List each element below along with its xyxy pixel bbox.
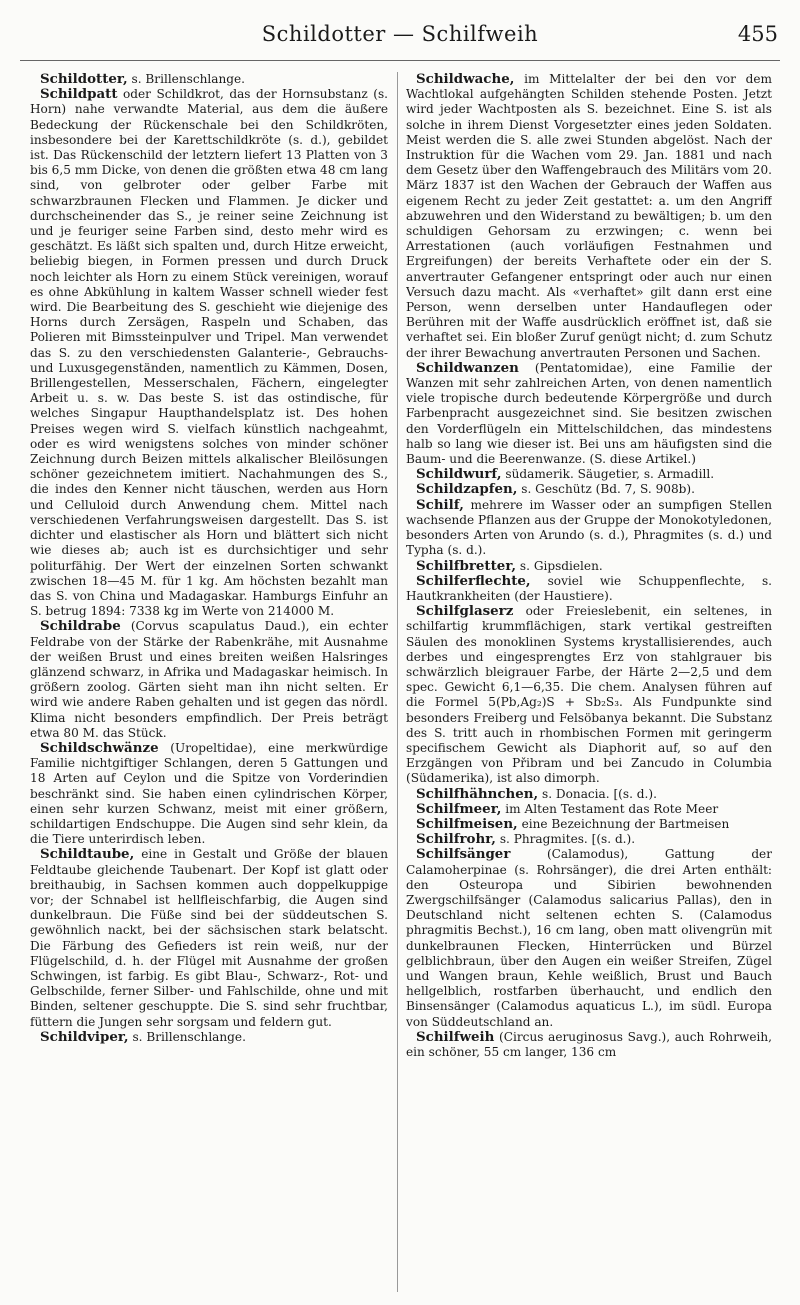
entry-text: eine in Gestalt und Größe der blauen Feldtaube gleichende Taubenart. Der Kopf ist glatt oder breithaubig, in Sachsen kommen auch doppelkuppige vor; der Schnabel ist hellfleischfarbig, die Augen sind dunkelbraun. Die Füße sind bei der süddeutschen S. gewöhnlich nackt, bei der sächsischen stark belatscht. Die Färbung des Gefieders ist rein weiß, nur der Flügelschild, d. h. der Flügel mit Ausnahme der großen Schwingen, ist farbig. Es gibt Blau-, Schwarz-, Rot- und Gelbschilde, ferner Silber- und Fahlschilde, ohne und mit Binden, seltener geschuppte. Die S. sind sehr fruchtbar, füttern die Jungen sehr sorgsam und feldern gut. [30, 847, 388, 1029]
dictionary-entry [30, 1030, 388, 1045]
entry-text: s. Phragmites. [(s. d.). [495, 832, 636, 847]
dictionary-entry [30, 847, 388, 1029]
entry-text: (Circus aeruginosus Savg.), auch Rohrweih, ein schöner, 55 cm langer, 136 cm [406, 1029, 772, 1059]
entry-text: südamerik. Säugetier, s. Armadill. [501, 467, 715, 482]
entry-text: s. Gipsdielen. [516, 558, 603, 573]
entry-text: s. Brillenschlange. [128, 1029, 246, 1044]
entry-text: (Corvus scapulatus Daud.), ein echter Feldrabe von der Stärke der Rabenkrähe, mit Ausnahme der weißen Brust und eines breiten weißen Halsringes glänzend schwarz, in Afrika und Madagaskar heimisch. In größern zoolog. Gärten sieht man ihn nicht selten. Er wird wie andere Raben gehalten und ist gegen das nördl. Klima nicht besonders empfindlich. Der Preis beträgt etwa 80 M. das Stück. [30, 619, 388, 740]
dictionary-entry [406, 498, 772, 559]
entry-headword: Schilfsänger [416, 846, 511, 863]
dictionary-entry [406, 482, 772, 497]
entry-headword: Schilfrohr, [416, 831, 496, 848]
dictionary-entry [406, 832, 772, 847]
page-header [0, 22, 800, 52]
dictionary-entry [406, 787, 772, 802]
entry-headword: Schilfmeer, [416, 800, 502, 817]
entry-text: mehrere im Wasser oder an sumpfigen Stellen wachsende Pflanzen aus der Gruppe der Monokotyledonen, besonders Arten von Arundo (s. d.), Phragmites (s. d.) und Typha (s. d.). [406, 497, 772, 558]
entry-headword: Schildwanzen [416, 359, 519, 376]
entry-text: eine Bezeichnung der Bartmeisen [517, 816, 730, 831]
dictionary-entry [406, 817, 772, 832]
entry-headword: Schildwache, [416, 72, 515, 87]
dictionary-entry [406, 574, 772, 604]
entry-headword: Schilfglaserz [416, 603, 514, 620]
entry-text: (Calamodus), Gattung der Calamoherpinae (s. Rohrsänger), die drei Arten enthält: den Osteuropa und Sibirien bewohnenden Zwergschilfsänger (Calamodus salicarius Pallas), den in Deutschland nicht seltenen echten S. (Calamodus phragmitis Bechst.), 16 cm lang, oben matt olivengrün mit dunkelbraunen Flecken, Hinterrücken und Bürzel gelblichbraun, über den Augen ein weißer Streifen, Zügel und Wangen braun, Kehle weißlich, Brust und Bauch hellgelblich, rostfarben überhaucht, und endlich den Binsensänger (Calamodus aquaticus L.), im südl. Europa von Süddeutschland an. [406, 847, 772, 1029]
page-number: 455 [737, 22, 778, 46]
dictionary-entry [406, 802, 772, 817]
dictionary-entry [406, 847, 772, 1029]
dictionary-entry [30, 72, 388, 87]
entry-text: s. Geschütz (Bd. 7, S. 908b). [517, 482, 695, 497]
entry-headword: Schildviper, [40, 1028, 129, 1045]
header-rule [20, 60, 780, 61]
dictionary-entry [406, 467, 772, 482]
entry-headword: Schilf, [416, 496, 464, 513]
running-head: Schildotter — Schilfweih [261, 22, 539, 46]
dictionary-entry [406, 604, 772, 786]
entry-headword: Schildrabe [40, 618, 121, 635]
dictionary-entry [406, 1030, 772, 1060]
entry-headword: Schildpatt [40, 86, 118, 103]
entry-headword: Schildtaube, [40, 846, 135, 863]
entry-headword: Schildotter, [40, 72, 128, 87]
column-divider [397, 72, 398, 1292]
left-column [30, 72, 388, 1297]
entry-text: im Alten Testament das Rote Meer [501, 801, 719, 816]
entry-text: soviel wie Schuppenflechte, s. Hautkrankheiten (der Haustiere). [406, 573, 772, 603]
entry-headword: Schilfbretter, [416, 557, 517, 574]
entry-headword: Schildwurf, [416, 466, 502, 483]
dictionary-entry [30, 619, 388, 741]
entry-headword: Schilfmeisen, [416, 815, 518, 832]
entry-text: oder Freieslebenit, ein seltenes, in schilfartig krummflächigen, stark vertikal gestreiften Säulen des monoklinen Systems krystallisierendes, auch derbes und eingesprengtes Erz von stahlgrauer bis schwärzlich bleigrauer Farbe, der Härte 2—2,5 und dem spec. Gewicht 6,1—6,35. Die chem. Analysen führen auf die Formel 5(Pb,Ag₂)S + Sb₂S₃. Als Fundpunkte sind besonders Freiberg und Felsöbanya bekannt. Die Substanz des S. tritt auch in rhombischen Formen mit geringerm specifischem Gewicht als Diaphorit auf, so auf den Erzgängen von Přibram und bei Zancudo in Columbia (Südamerika), ist also dimorph. [406, 604, 772, 786]
entry-headword: Schilferflechte, [416, 572, 531, 589]
dictionary-entry [406, 559, 772, 574]
entry-text: (Pentatomidae), eine Familie der Wanzen mit sehr zahlreichen Arten, von denen namentlich viele tropische durch bedeutende Körpergröße und durch Farbenpracht ausgezeichnet sind. Sie besitzen zwischen den Vorderflügeln ein Mittelschildchen, das mindestens halb so lang wie dieser ist. Bei uns am häufigsten sind die Baum- und die Beerenwanze. (S. diese Artikel.) [406, 360, 772, 467]
dictionary-entry [30, 87, 388, 619]
dictionary-entry [406, 72, 772, 361]
dictionary-entry [406, 361, 772, 467]
entry-text: im Mittelalter der bei den vor dem Wachtlokal aufgehängten Schilden stehende Posten. Jetzt wird jeder Wachtposten als S. bezeichnet. Eine S. ist als solche in ihrem Dienst Vorgesetzter eines jeden Soldaten. Meist werden die S. alle zwei Stunden abgelöst. Nach der Instruktion für die Wachen vom 29. Jan. 1881 und nach dem Gesetz über den Waffengebrauch des Militärs vom 20. März 1837 ist den Wachen der Gebrauch der Waffen aus eigenem Recht zu jeder Zeit gestattet: a. um den Angriff abzuwehren und den Widerstand zu bewältigen; b. um den schuldigen Gehorsam zu erzwingen; c. wenn bei Arrestationen (auch vorläufigen Festnahmen und Ergreifungen) der bereits Verhaftete oder ein der S. anvertrauter Gefangener entspringt oder auch nur einen Versuch dazu macht. Als «verhaftet» gilt dann erst eine Person, wenn derselben unter Handauflegen oder Berühren mit der Waffe ausdrücklich eröffnet ist, daß sie verhaftet sei. Ein bloßer Zuruf genügt nicht; d. zum Schutz der ihrer Bewachung anvertrauten Personen und Sachen. [406, 72, 772, 360]
entry-text: s. Donacia. [(s. d.). [538, 786, 657, 801]
entry-headword: Schilfhähnchen, [416, 785, 539, 802]
right-column [406, 72, 772, 1297]
entry-text: oder Schildkrot, das der Hornsubstanz (s. Horn) nahe verwandte Material, aus dem die äußere Bedeckung der Rückenschale bei den Schildkröten, insbesondere bei der Karettschildkröte (s. d.), gebildet ist. Das Rückenschild der letztern liefert 13 Platten von 3 bis 6,5 mm Dicke, von denen die größten etwa 48 cm lang sind, von gelbroter oder gelber Farbe mit schwarzbraunen Flecken und Flammen. Je dicker und durchscheinender das S., je reiner seine Zeichnung ist und je feuriger seine Farben sind, desto mehr wird es geschätzt. Es läßt sich spalten und, durch Hitze erweicht, beliebig biegen, in Formen pressen und durch Druck noch leichter als Horn zu einem Stück vereinigen, worauf es ohne Abkühlung in kaltem Wasser schnell wieder fest wird. Die Bearbeitung des S. geschieht wie diejenige des Horns durch Zersägen, Raspeln und Schaben, das Polieren mit Bimssteinpulver und Tripel. Man verwendet das S. zu den verschiedensten Galanterie-, Gebrauchs- und Luxusgegenständen, namentlich zu Kämmen, Dosen, Brillengestellen, Messerschalen, Fächern, eingelegter Arbeit u. s. w. Das beste S. ist das ostindische, für welches Singapur Haupthandelsplatz ist. Des hohen Preises wegen wird S. vielfach künstlich nachgeahmt, oder es wird wenigstens solches von minder schöner Zeichnung durch Beizen mittels alkalischer Bleilösungen schöner gezeichnetem imitiert. Nachahmungen des S., die indes den Kenner nicht täuschen, werden aus Horn und Celluloid durch Anwendung chem. Mittel nach verschiedenen Verfahrungsweisen dargestellt. Das S. ist dichter und elastischer als Horn und blättert sich nicht wie dieses ab; auch ist es durchsichtiger und sehr politurfähig. Der Wert der einzelnen Sorten schwankt zwischen 18—45 M. für 1 kg. Am höchsten bezahlt man das S. von China und Madagaskar. Hamburgs Einfuhr an S. betrug 1894: 7338 kg im Werte von 214000 M. [30, 87, 388, 619]
entry-headword: Schilfweih [416, 1028, 495, 1045]
entry-headword: Schildzapfen, [416, 481, 518, 498]
dictionary-entry [30, 741, 388, 847]
entry-text: (Uropeltidae), eine merkwürdige Familie nichtgiftiger Schlangen, deren 5 Gattungen und 18 Arten auf Ceylon und die Spitze von Vorderindien beschränkt sind. Sie haben einen cylindrischen Körper, einen sehr kurzen Schwanz, meist mit einer größern, schildartigen Endschuppe. Die Augen sind sehr klein, da die Tiere unterirdisch leben. [30, 740, 388, 847]
entry-text: s. Brillenschlange. [127, 72, 246, 86]
entry-headword: Schildschwänze [40, 739, 159, 756]
